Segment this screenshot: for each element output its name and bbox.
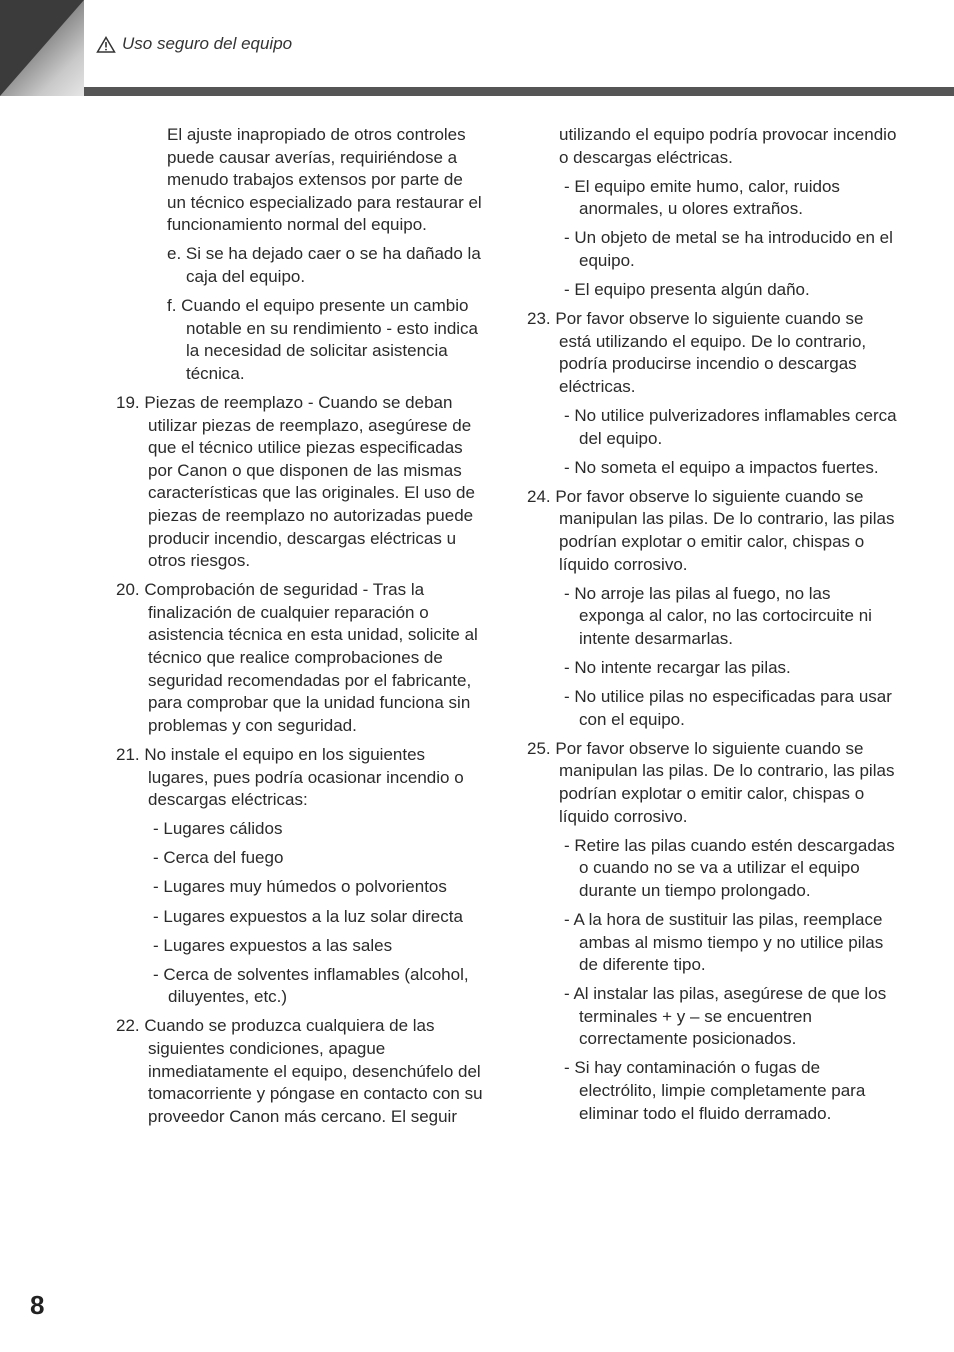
list-item: - Cerca de solventes inflamables (alcohol, diluyentes, etc.) — [153, 964, 469, 1007]
item-22: 22. Cuando se produzca cualquiera de las siguientes condiciones, apague inmediatamente el equipo, desenchúfelo del tomacorriente y póngase en contacto con su proveedor Canon más cercano. El seguir — [116, 1016, 483, 1126]
right-column — [527, 124, 897, 1132]
item-21: 21. No instale el equipo en los siguientes lugares, pues podría ocasionar incendio o descargas eléctricas: — [116, 744, 464, 810]
list-item: - Lugares cálidos — [153, 819, 283, 839]
list-item: - No utilice pulverizadores inflamables cerca del equipo. — [564, 406, 897, 448]
list-item: - No someta el equipo a impactos fuertes. — [564, 457, 879, 477]
list-item: - Lugares expuestos a la luz solar directa — [153, 906, 463, 926]
list-item: - No utilice pilas no especificadas para usar con el equipo. — [564, 687, 892, 729]
list-item: - No arroje las pilas al fuego, no las exponga al calor, no las cortocircuite ni intente desarmarlas. — [564, 583, 872, 648]
item-23: 23. Por favor observe lo siguiente cuando se está utilizando el equipo. De lo contrario, podría producirse incendio o descargas eléctricas. — [527, 309, 867, 396]
list-item: - Lugares expuestos a las sales — [153, 935, 393, 955]
list-item: - El equipo emite humo, calor, ruidos anormales, u olores extraños. — [564, 176, 840, 219]
header-rule — [84, 87, 954, 96]
item-20: 20. Comprobación de seguridad - Tras la finalización de cualquier reparación o asistencia técnica en esta unidad, solicite al técnico que realice comprobaciones de seguridad recomendadas por el fabricante, para comprobar que la unidad funciona sin problemas y con seguridad. — [116, 580, 478, 735]
page-number: 8 — [30, 1290, 45, 1320]
list-item: - Lugares muy húmedos o polvorientos — [153, 877, 447, 897]
list-item: - El equipo presenta algún daño. — [564, 280, 810, 300]
section-title: Uso seguro del equipo — [122, 34, 293, 53]
corner-triangle — [0, 0, 84, 96]
list-item: - A la hora de sustituir las pilas, reemplace ambas al mismo tiempo y no utilice pilas de diferente tipo. — [564, 909, 884, 975]
sub-item-f: f. Cuando el equipo presente un cambio notable en su rendimiento - esto indica la necesidad de solicitar asistencia técnica. — [167, 296, 479, 383]
section-header — [96, 34, 292, 54]
corner-tab-decoration — [0, 0, 84, 96]
warning-triangle-icon — [96, 36, 116, 53]
list-item: - Cerca del fuego — [153, 848, 284, 868]
intro-paragraph: El ajuste inapropiado de otros controles puede causar averías, requiriéndose a menudo trabajos extensos por parte de un técnico especializado para restaurar el funcionamiento normal del equipo. — [167, 125, 482, 235]
list-item: - Retire las pilas cuando estén descargadas o cuando no se va a utilizar el equipo durante un tiempo prolongado. — [564, 835, 895, 900]
left-column — [116, 124, 486, 1135]
list-item: - Al instalar las pilas, asegúrese de que los terminales + y – se encuentren correctamente posicionados. — [564, 984, 887, 1049]
item-19: 19. Piezas de reemplazo - Cuando se deban utilizar piezas de reemplazo, asegúrese de que el técnico utilice piezas especificadas por Canon o que disponen de las mismas características que las originales. El uso de piezas de reemplazo no autorizadas puede producir incendio, descargas eléctricas u otros riesgos. — [116, 393, 475, 571]
list-item: - Si hay contaminación o fugas de electrólito, limpie completamente para eliminar todo el fluido derramado. — [564, 1058, 866, 1123]
item-24: 24. Por favor observe lo siguiente cuando se manipulan las pilas. De lo contrario, las pilas podrían explotar o emitir calor, chispas o líquido corrosivo. — [527, 486, 895, 574]
item-25: 25. Por favor observe lo siguiente cuando se manipulan las pilas. De lo contrario, las pilas podrían explotar o emitir calor, chispas o líquido corrosivo. — [527, 738, 895, 826]
list-item: - Un objeto de metal se ha introducido en el equipo. — [564, 228, 893, 270]
list-item: - No intente recargar las pilas. — [564, 657, 791, 677]
sub-item-e: e. Si se ha dejado caer o se ha dañado la caja del equipo. — [167, 244, 481, 287]
item-22-continued: utilizando el equipo podría provocar incendio o descargas eléctricas. — [559, 125, 897, 167]
